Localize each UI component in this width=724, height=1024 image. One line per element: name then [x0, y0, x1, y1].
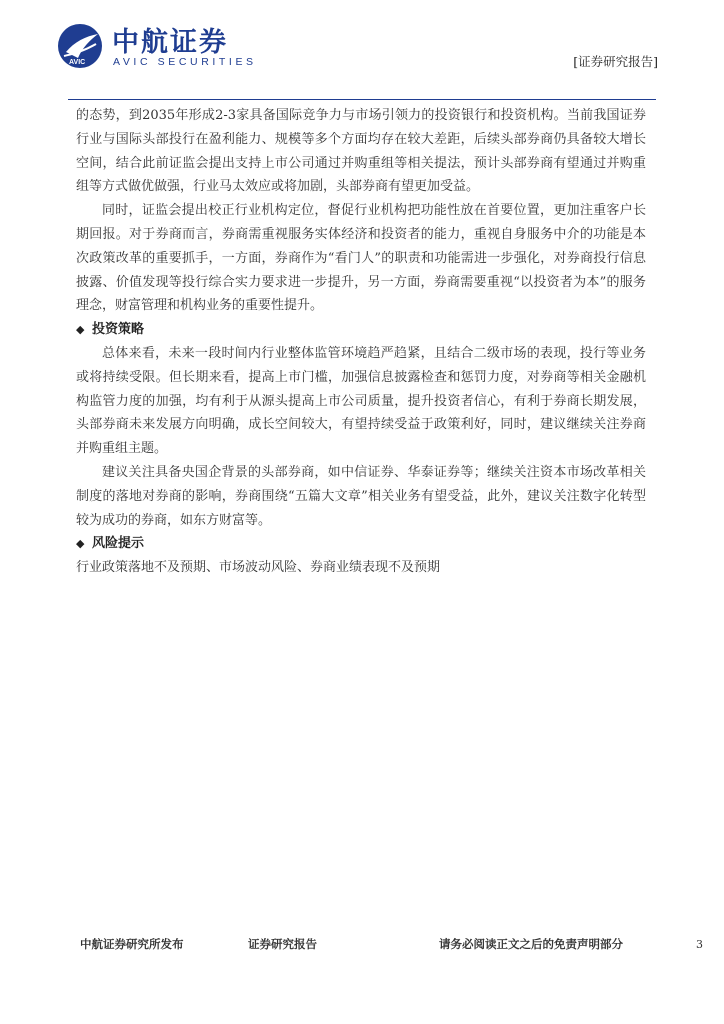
paragraph-risk: 行业政策落地不及预期、市场波动风险、券商业绩表现不及预期 — [76, 560, 441, 576]
footer-disclaimer: 请务必阅读正文之后的免责声明部分 — [439, 937, 623, 951]
section-title: 投资策略 — [92, 322, 145, 338]
page-number: 3 — [696, 938, 703, 951]
page-header — [0, 0, 724, 100]
header-divider — [68, 99, 656, 100]
section-heading-strategy — [76, 318, 646, 342]
paragraph-regulation: 同时，证监会提出校正行业机构定位，督促行业机构把功能性放在首要位置，更加注重客户长期回报。对于券商而言，券商需重视服务实体经济和投资者的能力，重视自身服务中介的功能是本次政策改革的重要抓手，一方面，券商作为“看门人”的职责和功能需进一步强化，对券商投行信息披露、价值发现等投行综合实力要求进一步提升，另一方面，券商需要重视“以投资者为本”的服务理念，财富管理和机构业务的重要性提升。 — [76, 203, 646, 314]
diamond-bullet-icon: ◆ — [76, 323, 85, 337]
company-name-cn: 中航证券 — [112, 27, 228, 58]
footer-publisher: 中航证券研究所发布 — [80, 937, 184, 951]
section-title: 风险提示 — [92, 536, 145, 552]
footer-doc-type: 证券研究报告 — [248, 937, 317, 951]
diamond-bullet-icon: ◆ — [76, 537, 85, 551]
report-body — [76, 104, 646, 580]
page-footer — [0, 936, 724, 960]
paragraph-continuation: 的态势，到2035年形成2-3家具备国际竞争力与市场引领力的投资银行和投资机构。当前我国证券行业与国际头部投行在盈利能力、规模等多个方面均存在较大差距，后续头部券商仍具备较大增长空间，结合此前证监会提出支持上市公司通过并购重组等相关提法，预计头部券商有望通过并购重组等方式做优做强，行业马太效应或将加剧，头部券商有望更加受益。 — [76, 108, 646, 195]
avic-logo-icon — [56, 22, 104, 70]
report-tag: [证券研究报告] — [573, 54, 658, 69]
paragraph-strategy-outlook: 总体来看，未来一段时间内行业整体监管环境趋严趋紧，且结合二级市场的表现，投行等业务或将持续受限。但长期来看，提高上市门槛，加强信息披露检查和惩罚力度，对券商等相关金融机构监管力度的加强，均有利于从源头提高上市公司质量，提升投资者信心，有利于券商长期发展，头部券商未来发展方向明确，成长空间较大，有望持续受益于政策利好，同时，建议继续关注券商并购重组主题。 — [76, 345, 646, 457]
company-name-en: AVIC SECURITIES — [113, 56, 257, 68]
svg-text:AVIC: AVIC — [69, 59, 86, 66]
section-heading-risk — [76, 532, 646, 556]
paragraph-strategy-recommendation: 建议关注具备央国企背景的头部券商，如中信证券、华泰证券等；继续关注资本市场改革相关制度的落地对券商的影响，券商围绕“五篇大文章”相关业务有望受益，此外，建议关注数字化转型较为成功的券商，如东方财富等。 — [76, 464, 646, 528]
